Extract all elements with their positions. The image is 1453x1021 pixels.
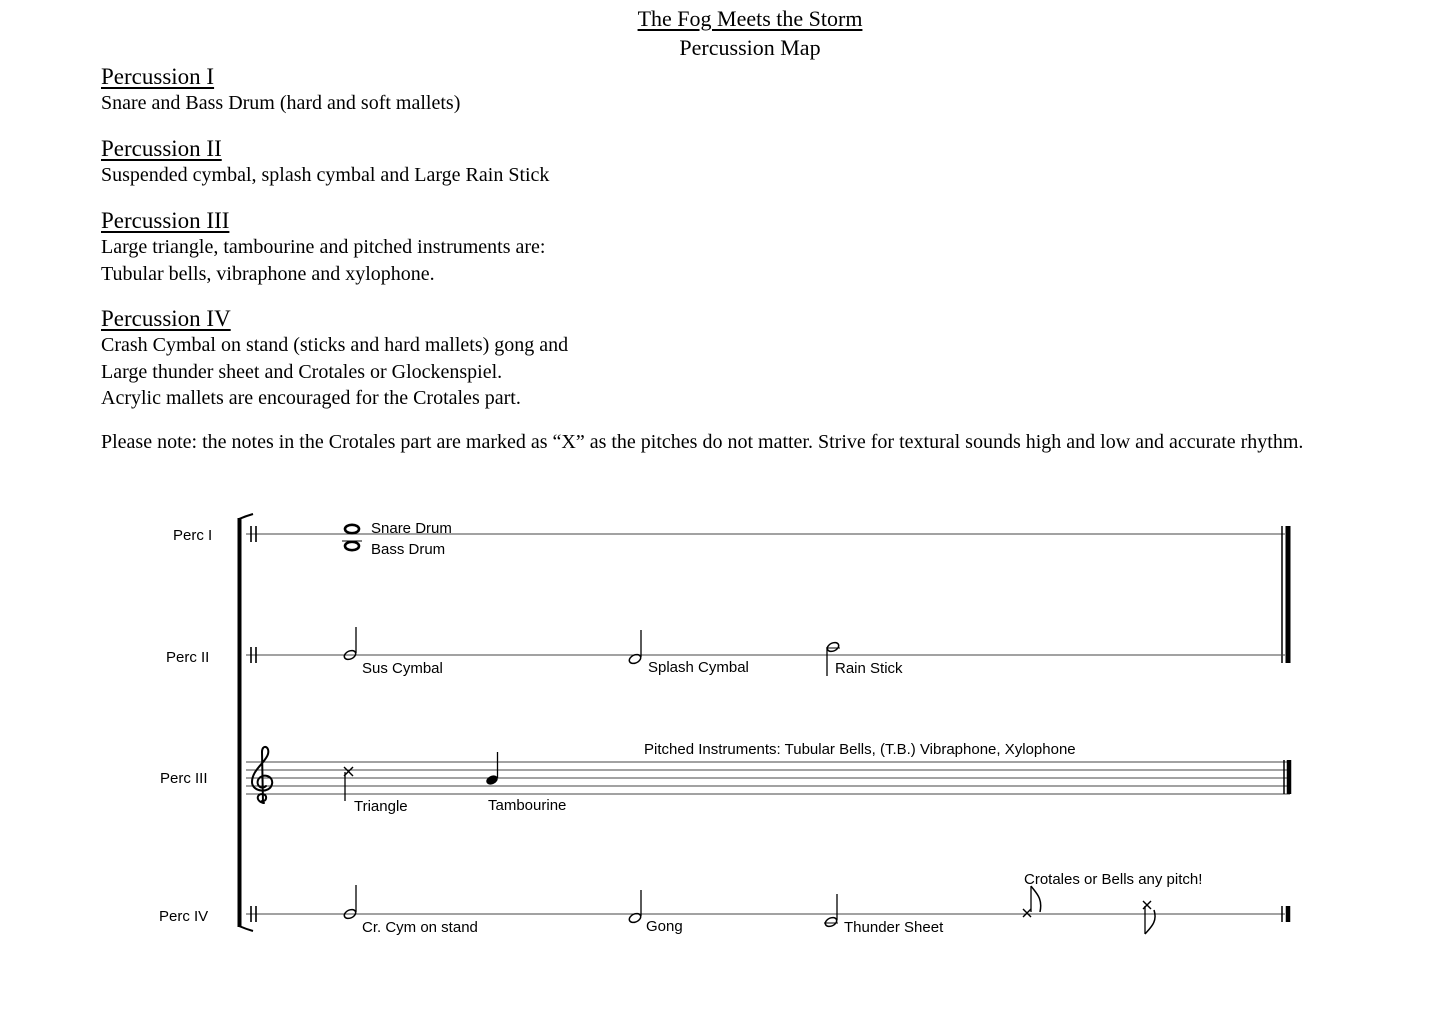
section-line: Crash Cymbal on stand (sticks and hard mallets) gong and	[101, 334, 569, 356]
half-note-icon	[824, 894, 838, 928]
final-barline	[1282, 526, 1288, 663]
document-subtitle: Percussion Map	[679, 35, 821, 60]
section-line: Large triangle, tambourine and pitched instruments are:	[101, 236, 546, 258]
treble-clef-icon	[252, 747, 272, 803]
instrument-label-sus-cymbal: Sus Cymbal	[362, 660, 443, 677]
section-heading: Percussion I	[101, 64, 215, 89]
instrument-label-splash-cymbal: Splash Cymbal	[648, 659, 749, 676]
section-heading: Percussion II	[101, 136, 222, 161]
crotales-note: Please note: the notes in the Crotales part are marked as “X” as the pitches do not matter. Strive for textural sounds high and low and accurate rhythm.	[101, 431, 1304, 453]
staff-label-perc-4: Perc IV	[159, 908, 209, 925]
x-notehead-icon	[344, 767, 353, 801]
instrument-label-triangle: Triangle	[354, 798, 408, 815]
half-note-icon	[628, 890, 642, 924]
whole-note-icon	[345, 525, 359, 533]
staff-perc-2	[246, 627, 1285, 677]
section-line: Large thunder sheet and Crotales or Glockenspiel.	[101, 360, 503, 383]
staff-perc-1	[246, 520, 1285, 558]
section-line: Snare and Bass Drum (hard and soft mallets)	[101, 92, 461, 114]
final-barline	[1284, 760, 1289, 794]
system-bracket	[239, 514, 253, 931]
section-heading: Percussion IV	[101, 306, 231, 331]
whole-note-icon	[342, 541, 362, 550]
quarter-note-icon	[485, 752, 499, 786]
half-note-icon	[343, 627, 357, 661]
half-note-icon	[628, 630, 642, 665]
instrument-label-rain-stick: Rain Stick	[835, 660, 903, 677]
document-title: The Fog Meets the Storm	[637, 6, 863, 31]
section-line: Suspended cymbal, splash cymbal and Large Rain Stick	[101, 164, 550, 186]
section-line: Tubular bells, vibraphone and xylophone.	[101, 262, 435, 285]
staff-label-perc-3: Perc III	[160, 770, 208, 787]
crotales-header: Crotales or Bells any pitch!	[1024, 871, 1203, 888]
staff-perc-4	[246, 871, 1288, 936]
instrument-label-snare-drum: Snare Drum	[371, 520, 452, 537]
section-line: Acrylic mallets are encouraged for the Crotales part.	[101, 387, 521, 409]
staff-label-perc-1: Perc I	[173, 527, 213, 544]
instrument-label-gong: Gong	[646, 918, 683, 935]
staff-label-perc-2: Perc II	[166, 649, 210, 666]
x-eighth-note-icon	[1023, 886, 1041, 917]
staff-perc-3	[246, 741, 1290, 815]
instrument-label-bass-drum: Bass Drum	[371, 541, 446, 558]
instrument-label-tambourine: Tambourine	[488, 797, 567, 814]
pitched-instruments-header: Pitched Instruments: Tubular Bells, (T.B.) Vibraphone, Xylophone	[644, 741, 1076, 758]
half-note-icon	[343, 885, 357, 920]
x-eighth-note-icon	[1143, 901, 1155, 934]
instrument-label-thunder-sheet: Thunder Sheet	[844, 919, 944, 936]
instrument-label-crash-cymbal: Cr. Cym on stand	[362, 919, 478, 936]
section-heading: Percussion III	[101, 208, 230, 233]
